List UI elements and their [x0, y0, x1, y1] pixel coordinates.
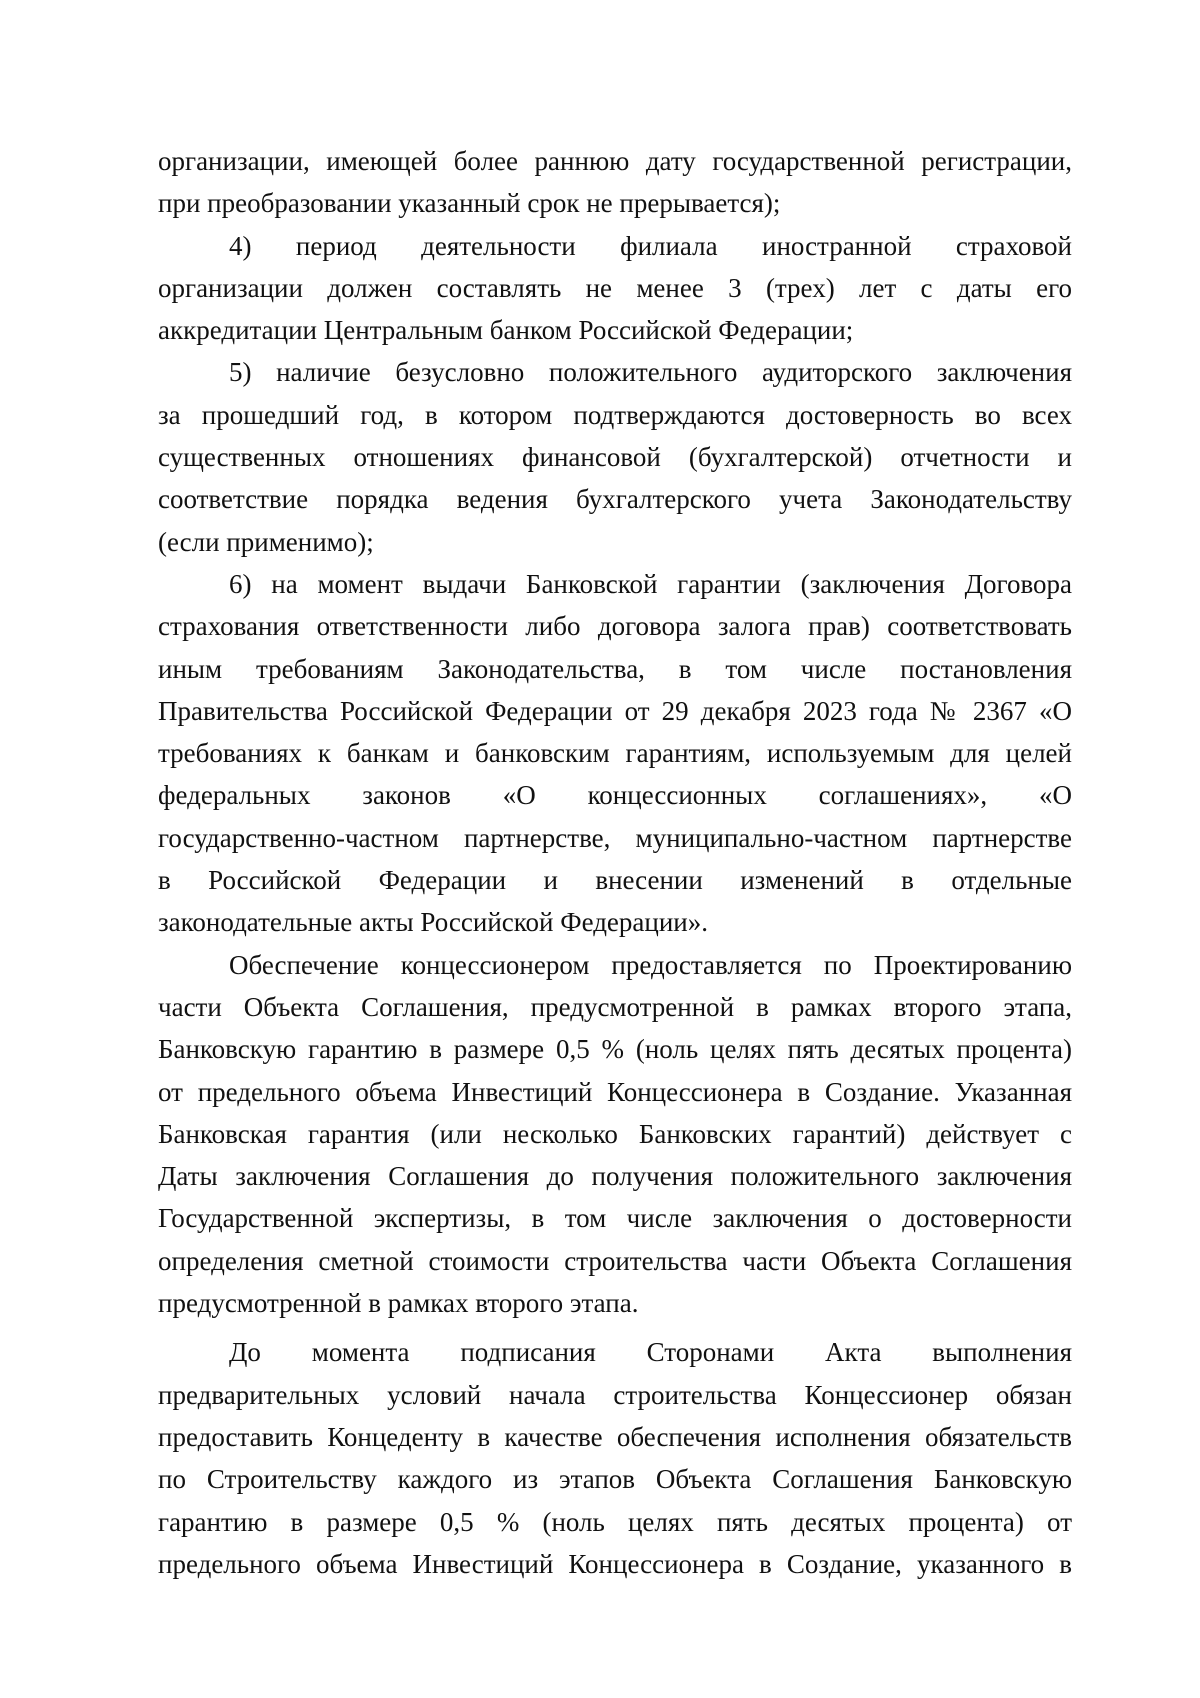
text-line: Даты заключения Соглашения до получения положительного заключения [158, 1161, 1072, 1192]
text-line: предварительных условий начала строительства Концессионер обязан [158, 1379, 1072, 1410]
list-item-5 [158, 351, 1072, 562]
text-line: от предельного объема Инвестиций Концессионера в Создание. Указанная [158, 1076, 1072, 1107]
text-line: за прошедший год, в котором подтверждаются достоверность во всех [158, 399, 1072, 430]
text-line: соответствие порядка ведения бухгалтерского учета Законодательству [158, 484, 1072, 515]
text-line: определения сметной стоимости строительства части Объекта Соглашения [158, 1245, 1072, 1276]
text-line: аккредитации Центральным банком Российской Федерации; [158, 315, 854, 346]
text-line: Правительства Российской Федерации от 29 декабря 2023 года № 2367 «О [158, 695, 1072, 726]
text-line: 5) наличие безусловно положительного аудиторского заключения [229, 357, 1072, 388]
text-line: существенных отношениях финансовой (бухгалтерской) отчетности и [158, 442, 1072, 473]
text-line: гарантию в размере 0,5 % (ноль целях пять десятых процента) от [158, 1506, 1072, 1537]
text-line: при преобразовании указанный срок не прерывается); [158, 188, 781, 219]
list-item-4 [158, 225, 1072, 352]
paragraph-spacer [158, 1324, 1072, 1331]
text-line: Государственной экспертизы, в том числе заключения о достоверности [158, 1203, 1072, 1234]
text-line: предельного объема Инвестиций Концессионера в Создание, указанного в [158, 1548, 1072, 1579]
text-line: предусмотренной в рамках второго этапа. [158, 1288, 639, 1319]
text-line: по Строительству каждого из этапов Объекта Соглашения Банковскую [158, 1464, 1072, 1495]
text-line: требованиях к банкам и банковским гарантиям, используемым для целей [158, 738, 1072, 769]
paragraph-security-design [158, 944, 1072, 1325]
text-line: 6) на момент выдачи Банковской гарантии (заключения Договора [229, 568, 1072, 599]
text-line: Обеспечение концессионером предоставляется по Проектированию [229, 949, 1072, 980]
text-line: части Объекта Соглашения, предусмотренной в рамках второго этапа, [158, 991, 1072, 1022]
paragraph-security-construction [158, 1331, 1072, 1585]
text-line: организации, имеющей более раннюю дату государственной регистрации, [158, 146, 1072, 176]
document-page [158, 140, 1072, 1585]
text-line: предоставить Концеденту в качестве обеспечения исполнения обязательств [158, 1421, 1072, 1452]
text-line: страхования ответственности либо договора залога прав) соответствовать [158, 611, 1072, 642]
text-line: законодательные акты Российской Федерации». [158, 907, 708, 938]
text-line: Банковская гарантия (или несколько Банковских гарантий) действует с [158, 1118, 1072, 1149]
text-line: организации должен составлять не менее 3 (трех) лет с даты его [158, 272, 1072, 303]
text-line: (если применимо); [158, 526, 374, 557]
text-line: Банковскую гарантию в размере 0,5 % (ноль целях пять десятых процента) [158, 1034, 1072, 1065]
text-line: федеральных законов «О концессионных соглашениях», «О [158, 780, 1072, 811]
list-item-6 [158, 563, 1072, 944]
paragraph-continuation [158, 140, 1072, 225]
text-line: государственно-частном партнерстве, муниципально-частном партнерстве [158, 822, 1072, 853]
text-line: До момента подписания Сторонами Акта выполнения [229, 1337, 1072, 1368]
text-line: 4) период деятельности филиала иностранной страховой [229, 230, 1072, 261]
text-line: в Российской Федерации и внесении изменений в отдельные [158, 865, 1072, 896]
text-line: иным требованиям Законодательства, в том числе постановления [158, 653, 1072, 684]
